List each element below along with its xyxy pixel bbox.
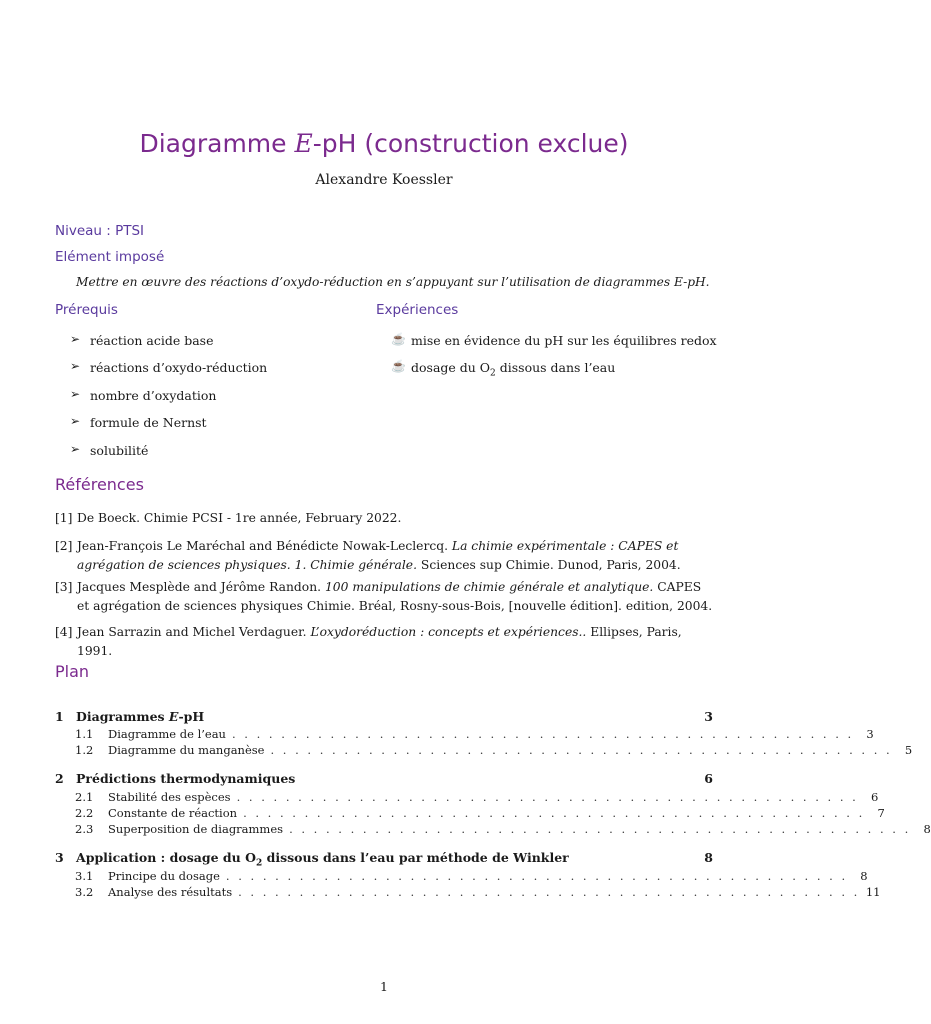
element-impose-text: Mettre en œuvre des réactions d’oxydo-réduction en s’appuyant sur l’utilisation de diagrammes E-pH. (76, 275, 710, 289)
reference-item (55, 578, 715, 616)
subscript: 2 (490, 368, 496, 379)
reference-number: [4] (55, 625, 73, 639)
toc-page-number: 6 (870, 790, 879, 804)
reference-item (55, 537, 715, 575)
toc-page-number: 8 (860, 869, 868, 883)
toc-sub-title: Constante de réaction (108, 806, 238, 820)
title-text-rest: -pH (construction exclue) (312, 128, 629, 158)
niveau-label: Niveau : PTSI (55, 223, 145, 239)
list-item (70, 443, 267, 470)
toc-page-number: 8 (923, 822, 931, 836)
reference-title: L’oxydoréduction : concepts et expériences.. (310, 625, 587, 639)
toc-section-number: 2 (55, 771, 64, 786)
reference-authors: Jean-François Le Maréchal and Bénédicte Nowak-Leclercq. (77, 539, 452, 553)
coffee-cup-bullet-icon: ☕ (391, 359, 406, 374)
references-heading: Références (55, 475, 144, 494)
toc-leader-dots: . . . . . . . . . . . . . . . . . . . . . . . . . . . . . . . . . . . . . . . . . . . . . . . . . . . (243, 806, 865, 820)
toc-leader-dots: . . . . . . . . . . . . . . . . . . . . . . . . . . . . . . . . . . . . . . . . . . . . . . . . . . . (270, 743, 893, 757)
toc-sub-number: 3.2 (75, 885, 94, 899)
list-item-text: formule de Nernst (90, 415, 207, 431)
arrow-bullet-icon: ➢ (70, 414, 81, 429)
reference-authors: Jacques Mesplède and Jérôme Randon. (77, 580, 325, 594)
toc-section-number: 1 (55, 709, 64, 724)
toc-title-text: -pH (178, 709, 205, 724)
prerequis-list (70, 333, 267, 470)
toc-page-number: 11 (865, 885, 881, 899)
prerequis-heading: Prérequis (55, 302, 118, 318)
list-item (391, 333, 717, 360)
toc-leader-dots: . . . . . . . . . . . . . . . . . . . . . . . . . . . . . . . . . . . . . . . . . . . . . . . . . . . (225, 869, 848, 883)
element-impose-heading: Elément imposé (55, 249, 165, 265)
toc-section-number: 3 (55, 850, 64, 865)
plan-heading: Plan (55, 662, 90, 681)
title-italic-e: E (294, 128, 313, 158)
toc-sub-title: Diagramme du manganèse (108, 743, 265, 757)
toc-section-title (76, 850, 569, 869)
toc-page-number: 7 (877, 806, 885, 820)
list-item (391, 360, 717, 387)
page-number: 1 (380, 979, 388, 994)
toc-sub-number: 3.1 (75, 869, 94, 883)
reference-title: 100 manipulations de chimie générale et analytique. (324, 580, 654, 594)
experiences-heading: Expériences (376, 302, 459, 318)
reference-number: [1] (55, 511, 73, 525)
arrow-bullet-icon: ➢ (70, 441, 81, 456)
toc-subsection[interactable] (75, 822, 931, 838)
list-item-text: mise en évidence du pH sur les équilibres redox (411, 333, 717, 348)
toc-sub-number: 1.1 (75, 727, 94, 741)
reference-publisher: CAPES et agrégation de sciences physiques Chimie. Bréal, Rosny-sous-Bois, [nouvelle édition]. edition, 2004. (77, 580, 713, 613)
toc-leader-dots: . . . . . . . . . . . . . . . . . . . . . . . . . . . . . . . . . . . . . . . . . . . . . . . . . . . (236, 790, 859, 804)
toc-section-title: Prédictions thermodynamiques (76, 771, 296, 786)
toc-subsection[interactable] (75, 743, 913, 759)
toc-subsection[interactable] (75, 869, 868, 885)
toc-section-title (76, 709, 204, 724)
list-item-text: nombre d’oxydation (90, 387, 217, 403)
toc-subsection[interactable] (75, 885, 881, 901)
toc-page-number: 6 (704, 771, 713, 786)
toc-title-text: Application : dosage du O (76, 850, 256, 865)
toc-sub-title: Stabilité des espèces (108, 790, 231, 804)
toc-sub-number: 1.2 (75, 743, 94, 757)
toc-sub-number: 2.1 (75, 790, 94, 804)
toc-page-number: 8 (704, 850, 713, 865)
toc-sub-number: 2.3 (75, 822, 94, 836)
reference-number: [3] (55, 580, 73, 594)
experiences-list (391, 333, 717, 388)
list-item-text: solubilité (90, 442, 149, 458)
toc-subsection[interactable] (75, 727, 874, 743)
list-item-text: réactions d’oxydo-réduction (90, 360, 268, 376)
arrow-bullet-icon: ➢ (70, 359, 81, 374)
reference-publisher: Sciences sup Chimie. Dunod, Paris, 2004. (416, 558, 681, 572)
toc-section[interactable] (55, 709, 713, 727)
toc-sub-number: 2.2 (75, 806, 94, 820)
toc-sub-title: Diagramme de l’eau (108, 727, 226, 741)
reference-number: [2] (55, 539, 73, 553)
toc-title-text: dissous dans l’eau par méthode de Winkler (262, 850, 569, 865)
reference-item (55, 509, 715, 528)
reference-item (55, 623, 715, 661)
list-item (70, 360, 267, 387)
toc-subsection[interactable] (75, 806, 885, 822)
reference-text: De Boeck. Chimie PCSI - 1re année, February 2022. (77, 511, 402, 525)
toc-sub-title: Analyse des résultats (108, 885, 233, 899)
toc-section[interactable] (55, 850, 713, 868)
arrow-bullet-icon: ➢ (70, 332, 81, 346)
list-item (70, 415, 267, 442)
toc-title-text: Diagrammes (76, 709, 169, 724)
toc-page-number: 5 (904, 743, 913, 757)
reference-publisher: Ellipses, Paris, 1991. (77, 625, 682, 658)
toc-sub-title: Principe du dosage (108, 869, 220, 883)
list-item-text: réaction acide base (90, 333, 214, 348)
reference-authors: Jean Sarrazin and Michel Verdaguer. (77, 625, 311, 639)
toc-subsection[interactable] (75, 790, 879, 806)
toc-page-number: 3 (704, 709, 713, 724)
author: Alexandre Koessler (315, 172, 453, 188)
arrow-bullet-icon: ➢ (70, 386, 81, 401)
toc-page-number: 3 (866, 727, 874, 741)
toc-title-italic: E (168, 709, 179, 724)
list-item (70, 333, 267, 360)
toc-leader-dots: . . . . . . . . . . . . . . . . . . . . . . . . . . . . . . . . . . . . . . . . . . . . . . . . . . . (289, 822, 911, 836)
list-item-text: dissous dans l’eau (495, 360, 616, 376)
coffee-cup-bullet-icon: ☕ (391, 332, 406, 346)
list-item-text: dosage du O (411, 360, 491, 376)
title-text: Diagramme (139, 128, 295, 158)
list-item (70, 388, 267, 415)
toc-sub-title: Superposition de diagrammes (108, 822, 284, 836)
document-title (0, 129, 768, 158)
toc-leader-dots: . . . . . . . . . . . . . . . . . . . . . . . . . . . . . . . . . . . . . . . . . . . . . . . . . . . (238, 885, 860, 899)
subscript: 2 (255, 858, 263, 869)
toc-leader-dots: . . . . . . . . . . . . . . . . . . . . . . . . . . . . . . . . . . . . . . . . . . . . . . . . . . . (231, 727, 854, 741)
reference-title: La chimie expérimentale : CAPES et agrégation de sciences physiques. 1. Chimie générale. (77, 539, 679, 572)
toc-section[interactable] (55, 771, 713, 789)
